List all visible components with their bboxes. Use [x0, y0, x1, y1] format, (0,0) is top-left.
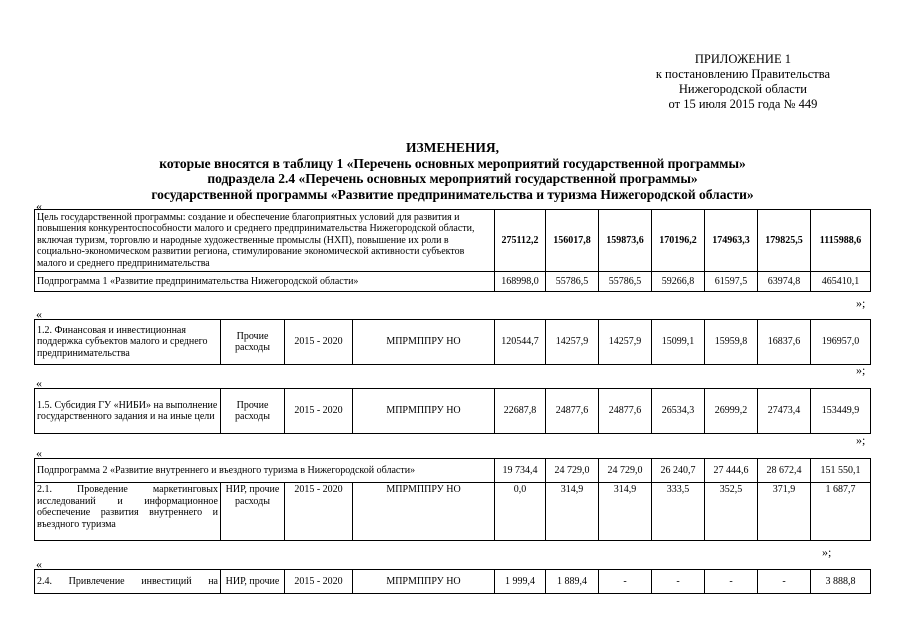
measure-1-5-executor: МПРМППРУ НО — [353, 389, 495, 434]
close-quote: »; — [856, 296, 866, 310]
measure-2-1-value-4: 333,5 — [652, 483, 705, 541]
measure-1-5-type: Прочие расходы — [221, 389, 285, 434]
measure-1-5-value-4: 26534,3 — [652, 389, 705, 434]
measure-1-5-value-total: 153449,9 — [811, 389, 871, 434]
measure-1-2-table — [34, 319, 871, 365]
open-quote: « — [36, 557, 42, 571]
subprogram-2-value-2: 24 729,0 — [546, 459, 599, 483]
measure-2-4-table — [34, 569, 871, 594]
subprogram-2-text: Подпрограмма 2 «Развитие внутреннего и въездного туризма в Нижегородской области» — [35, 459, 495, 483]
measure-1-5-table — [34, 388, 871, 434]
header-date: от 15 июля 2015 года № 449 — [668, 97, 818, 111]
measure-2-4-value-1: 1 999,4 — [495, 570, 546, 594]
header-decree: к постановлению Правительства — [655, 67, 830, 81]
measure-1-2-value-3: 14257,9 — [599, 320, 652, 365]
measure-1-2-executor: МПРМППРУ НО — [353, 320, 495, 365]
subprogram-1-value-total: 465410,1 — [811, 272, 871, 292]
open-quote: « — [36, 446, 42, 460]
measure-2-1-value-6: 371,9 — [758, 483, 811, 541]
measure-2-1-value-1: 0,0 — [495, 483, 546, 541]
goal-value-5: 174963,3 — [705, 210, 758, 272]
measure-2-1-period: 2015 - 2020 — [285, 483, 353, 541]
goal-row — [35, 210, 871, 272]
measure-2-1-value-2: 314,9 — [546, 483, 599, 541]
measure-2-1-value-total: 1 687,7 — [811, 483, 871, 541]
goal-value-2: 156017,8 — [546, 210, 599, 272]
measure-1-5-value-2: 24877,6 — [546, 389, 599, 434]
subprogram-1-text: Подпрограмма 1 «Развитие предпринимательства Нижегородской области» — [35, 272, 495, 292]
measure-1-5-value-6: 27473,4 — [758, 389, 811, 434]
measure-2-4-period: 2015 - 2020 — [285, 570, 353, 594]
measure-1-2-row — [35, 320, 871, 365]
measure-2-4-value-2: 1 889,4 — [546, 570, 599, 594]
measure-1-2-value-2: 14257,9 — [546, 320, 599, 365]
measure-2-1-name: 2.1. Проведение маркетинговых исследований и информационное обеспечение развития внутреннего и въездного туризма — [35, 483, 221, 541]
subprogram-2-table — [34, 458, 871, 541]
document-header — [656, 52, 830, 112]
header-region: Нижегородской области — [678, 82, 807, 96]
subprogram-1-value-5: 61597,5 — [705, 272, 758, 292]
subprogram-2-value-3: 24 729,0 — [599, 459, 652, 483]
goal-value-3: 159873,6 — [599, 210, 652, 272]
measure-1-5-value-5: 26999,2 — [705, 389, 758, 434]
open-quote: « — [36, 376, 42, 390]
measure-2-4-value-total: 3 888,8 — [811, 570, 871, 594]
goal-value-1: 275112,2 — [495, 210, 546, 272]
measure-1-2-value-4: 15099,1 — [652, 320, 705, 365]
measure-1-5-value-3: 24877,6 — [599, 389, 652, 434]
measure-2-4-value-3: - — [599, 570, 652, 594]
title-line-4: государственной программы «Развитие предпринимательства и туризма Нижегородской области» — [151, 186, 754, 202]
close-quote: »; — [856, 433, 866, 447]
measure-1-2-type: Прочие расходы — [221, 320, 285, 365]
subprogram-1-value-6: 63974,8 — [758, 272, 811, 292]
subprogram-2-value-1: 19 734,4 — [495, 459, 546, 483]
goal-text: Цель государственной программы: создание и обеспечение благоприятных условий для развития и повышения конкурентоспособности малого и среднего предпринимательства Нижегородской области, включая туризм, торговлю и народные художественные промыслы (НХП), повышение их роли в социально-экономическом развитии региона, стимулирование экономической активности субъектов малого и среднего предпринимательства — [35, 210, 495, 272]
measure-2-1-value-3: 314,9 — [599, 483, 652, 541]
measure-1-2-value-6: 16837,6 — [758, 320, 811, 365]
subprogram-2-value-6: 28 672,4 — [758, 459, 811, 483]
subprogram-2-value-total: 151 550,1 — [811, 459, 871, 483]
close-quote: »; — [822, 545, 832, 559]
measure-2-4-value-6: - — [758, 570, 811, 594]
subprogram-2-row — [35, 459, 871, 483]
subprogram-1-value-2: 55786,5 — [546, 272, 599, 292]
document-title — [0, 140, 905, 202]
measure-1-2-period: 2015 - 2020 — [285, 320, 353, 365]
subprogram-1-value-4: 59266,8 — [652, 272, 705, 292]
measure-2-1-value-5: 352,5 — [705, 483, 758, 541]
title-line-3: подраздела 2.4 «Перечень основных мероприятий государственной программы» — [207, 171, 698, 186]
goal-table — [34, 209, 871, 292]
measure-1-2-name: 1.2. Финансовая и инвестиционная поддержка субъектов малого и среднего предпринимательства — [35, 320, 221, 365]
close-quote: »; — [856, 363, 866, 377]
measure-1-5-value-1: 22687,8 — [495, 389, 546, 434]
subprogram-1-value-1: 168998,0 — [495, 272, 546, 292]
open-quote: « — [36, 307, 42, 321]
subprogram-2-value-4: 26 240,7 — [652, 459, 705, 483]
measure-2-1-executor: МПРМППРУ НО — [353, 483, 495, 541]
open-quote: « — [36, 199, 42, 213]
goal-value-total: 1115988,6 — [811, 210, 871, 272]
measure-1-5-name: 1.5. Субсидия ГУ «НИБИ» на выполнение государственного задания и на иные цели — [35, 389, 221, 434]
measure-1-2-value-1: 120544,7 — [495, 320, 546, 365]
goal-value-6: 179825,5 — [758, 210, 811, 272]
measure-1-2-value-total: 196957,0 — [811, 320, 871, 365]
measure-2-4-name: 2.4. Привлечение инвестиций на — [35, 570, 221, 594]
measure-1-5-period: 2015 - 2020 — [285, 389, 353, 434]
subprogram-1-value-3: 55786,5 — [599, 272, 652, 292]
measure-2-4-value-5: - — [705, 570, 758, 594]
measure-2-4-type: НИР, прочие — [221, 570, 285, 594]
title-line-2: которые вносятся в таблицу 1 «Перечень основных мероприятий государственной программы» — [159, 155, 746, 171]
measure-2-4-executor: МПРМППРУ НО — [353, 570, 495, 594]
subprogram-2-value-5: 27 444,6 — [705, 459, 758, 483]
subprogram-1-row — [35, 272, 871, 292]
measure-1-5-row — [35, 389, 871, 434]
measure-2-1-type: НИР, прочие расходы — [221, 483, 285, 541]
title-line-1: ИЗМЕНЕНИЯ, — [405, 140, 499, 155]
measure-2-4-value-4: - — [652, 570, 705, 594]
measure-1-2-value-5: 15959,8 — [705, 320, 758, 365]
header-appendix: ПРИЛОЖЕНИЕ 1 — [694, 52, 791, 66]
measure-2-4-row — [35, 570, 871, 594]
goal-value-4: 170196,2 — [652, 210, 705, 272]
measure-2-1-row — [35, 483, 871, 541]
